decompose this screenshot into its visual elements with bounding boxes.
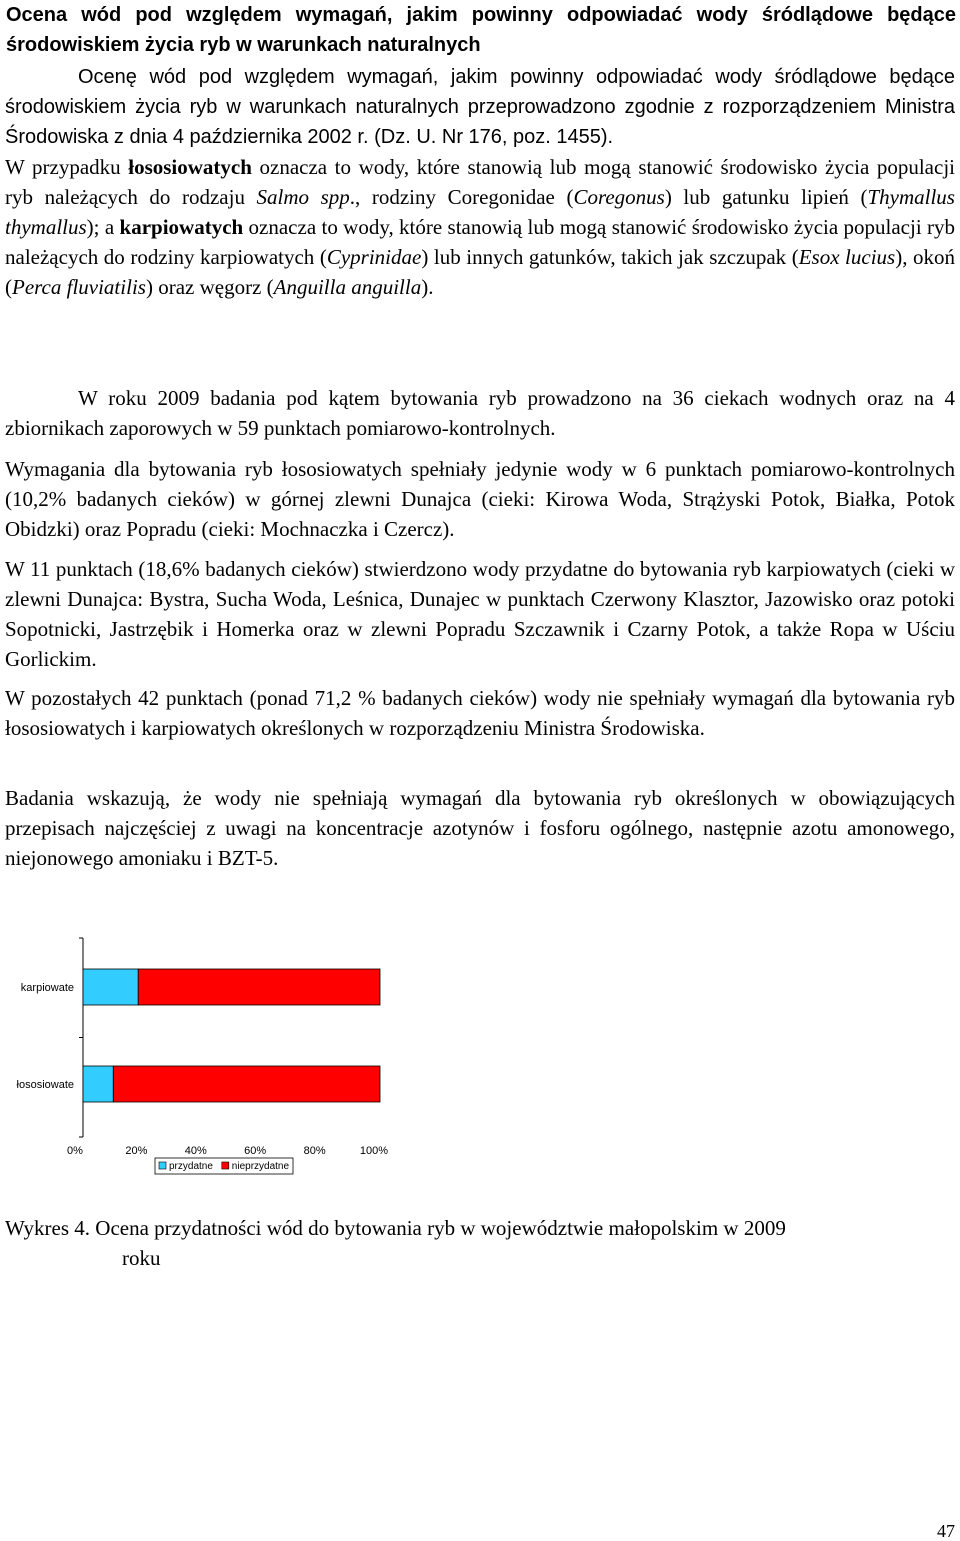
paragraph-definitions xyxy=(5,62,955,302)
caption-line-1: Wykres 4. Ocena przydatności wód do bytowania ryb w województwie małopolskim w 2009 xyxy=(5,1216,786,1240)
paragraph-survey-scope: W roku 2009 badania pod kątem bytowania ryb prowadzono na 36 ciekach wodnych oraz na 4 zbiornikach zaporowych w 59 punktach pomiarowo-kontrolnych. xyxy=(5,386,955,440)
x-tick-label: 40% xyxy=(184,1145,207,1157)
x-tick-label: 0% xyxy=(67,1145,83,1157)
text-run: oznacza to wody, które stanowią lub mogą stanowić środowisko życia populacji ryb należących do rodziny karpiowatych ( xyxy=(5,215,955,269)
bar-segment-przydatne xyxy=(83,969,138,1005)
legend-swatch-przydatne xyxy=(159,1162,166,1169)
chart-caption xyxy=(5,1213,957,1273)
species-name: Coregonus xyxy=(573,185,665,209)
bar-segment-przydatne xyxy=(83,1066,113,1102)
paragraph-cyprinid-results: W 11 punktach (18,6% badanych cieków) stwierdzono wody przydatne do bytowania ryb karpiowatych (cieki w zlewni Dunajca: Bystra, Sucha Woda, Leśnica, Dunajec w punktach Czerwony Klasztor, Jazowisko oraz potoki Sopotnicki, Jastrzębik i Homerka oraz w zlewni Popradu Szczawnik i Czarny Potok, a także Ropa w Uściu Gorlickim. xyxy=(5,557,955,671)
text-run: ); a xyxy=(86,215,120,239)
legend-label: przydatne xyxy=(169,1161,213,1172)
text-run: ., rodziny Coregonidae ( xyxy=(349,185,574,209)
category-label: łososiowate xyxy=(16,1079,74,1091)
species-name: Perca fluviatilis xyxy=(12,275,146,299)
text-run: ) lub innych gatunków, takich jak szczupak ( xyxy=(421,245,799,269)
chart-svg xyxy=(0,930,420,1180)
category-label: karpiowate xyxy=(20,982,74,994)
x-tick-label: 100% xyxy=(359,1145,389,1157)
species-name: Cyprinidae xyxy=(326,245,422,269)
term-cyprinids: karpiowatych xyxy=(119,215,244,239)
section-heading: Ocena wód pod względem wymagań, jakim powinny odpowiadać wody śródlądowe będące środowiskiem życia ryb w warunkach naturalnych xyxy=(6,4,956,56)
legend-label: nieprzydatne xyxy=(231,1161,290,1172)
species-name: Esox lucius xyxy=(798,245,896,269)
text-run: ) lub gatunku lipień ( xyxy=(664,185,868,209)
bar-segment-nieprzydatne xyxy=(113,1066,380,1102)
page-number: 47 xyxy=(937,1521,955,1541)
text-run: ), okoń ( xyxy=(5,245,956,299)
text-run: ). xyxy=(421,275,434,299)
text-run: W przypadku xyxy=(5,155,129,179)
term-salmonids: łososiowatych xyxy=(128,155,252,179)
text-run: oznacza to wody, które stanowią lub mogą stanowić środowisko życia populacji ryb należących do rodzaju xyxy=(5,155,955,209)
x-tick-label: 60% xyxy=(244,1145,267,1157)
bar-segment-nieprzydatne xyxy=(138,969,380,1005)
species-name: Anguilla anguilla xyxy=(273,275,422,299)
legend-swatch-nieprzydatne xyxy=(222,1162,229,1169)
x-tick-label: 80% xyxy=(303,1145,326,1157)
paragraph-remaining-points: W pozostałych 42 punktach (ponad 71,2 % badanych cieków) wody nie spełniały wymagań dla bytowania ryb łososiowatych i karpiowatych określonych w rozporządzeniu Ministra Środowiska. xyxy=(5,686,955,740)
paragraph-causes: Badania wskazują, że wody nie spełniają wymagań dla bytowania ryb określonych w obowiązujących przepisach najczęściej z uwagi na koncentracje azotynów i fosforu ogólnego, następnie azotu amonowego, niejonowego amoniaku i BZT-5. xyxy=(5,786,955,870)
x-tick-label: 20% xyxy=(125,1145,148,1157)
caption-line-2: roku xyxy=(122,1246,161,1270)
species-name: Thymallus thymallus xyxy=(5,185,955,239)
fish-suitability-chart xyxy=(0,930,420,1180)
text-run: ) oraz węgorz ( xyxy=(145,275,274,299)
paragraph-salmonid-results: Wymagania dla bytowania ryb łososiowatych spełniały jedynie wody w 6 punktach pomiarowo-kontrolnych (10,2% badanych cieków) w górnej zlewni Dunajca (cieki: Kirowa Woda, Strążyski Potok, Białka, Potok Obidzki) oraz Popradu (cieki: Mochnaczka i Czercz). xyxy=(5,457,955,541)
intro-sentence: Ocenę wód pod względem wymagań, jakim powinny odpowiadać wody śródlądowe będące środowiskiem życia ryb w warunkach naturalnych przeprowadzono zgodnie z rozporządzeniem Ministra Środowiska z dnia 4 października 2002 r. (Dz. U. Nr 176, poz. 1455). xyxy=(5,66,955,148)
species-name: Salmo spp xyxy=(256,185,350,209)
